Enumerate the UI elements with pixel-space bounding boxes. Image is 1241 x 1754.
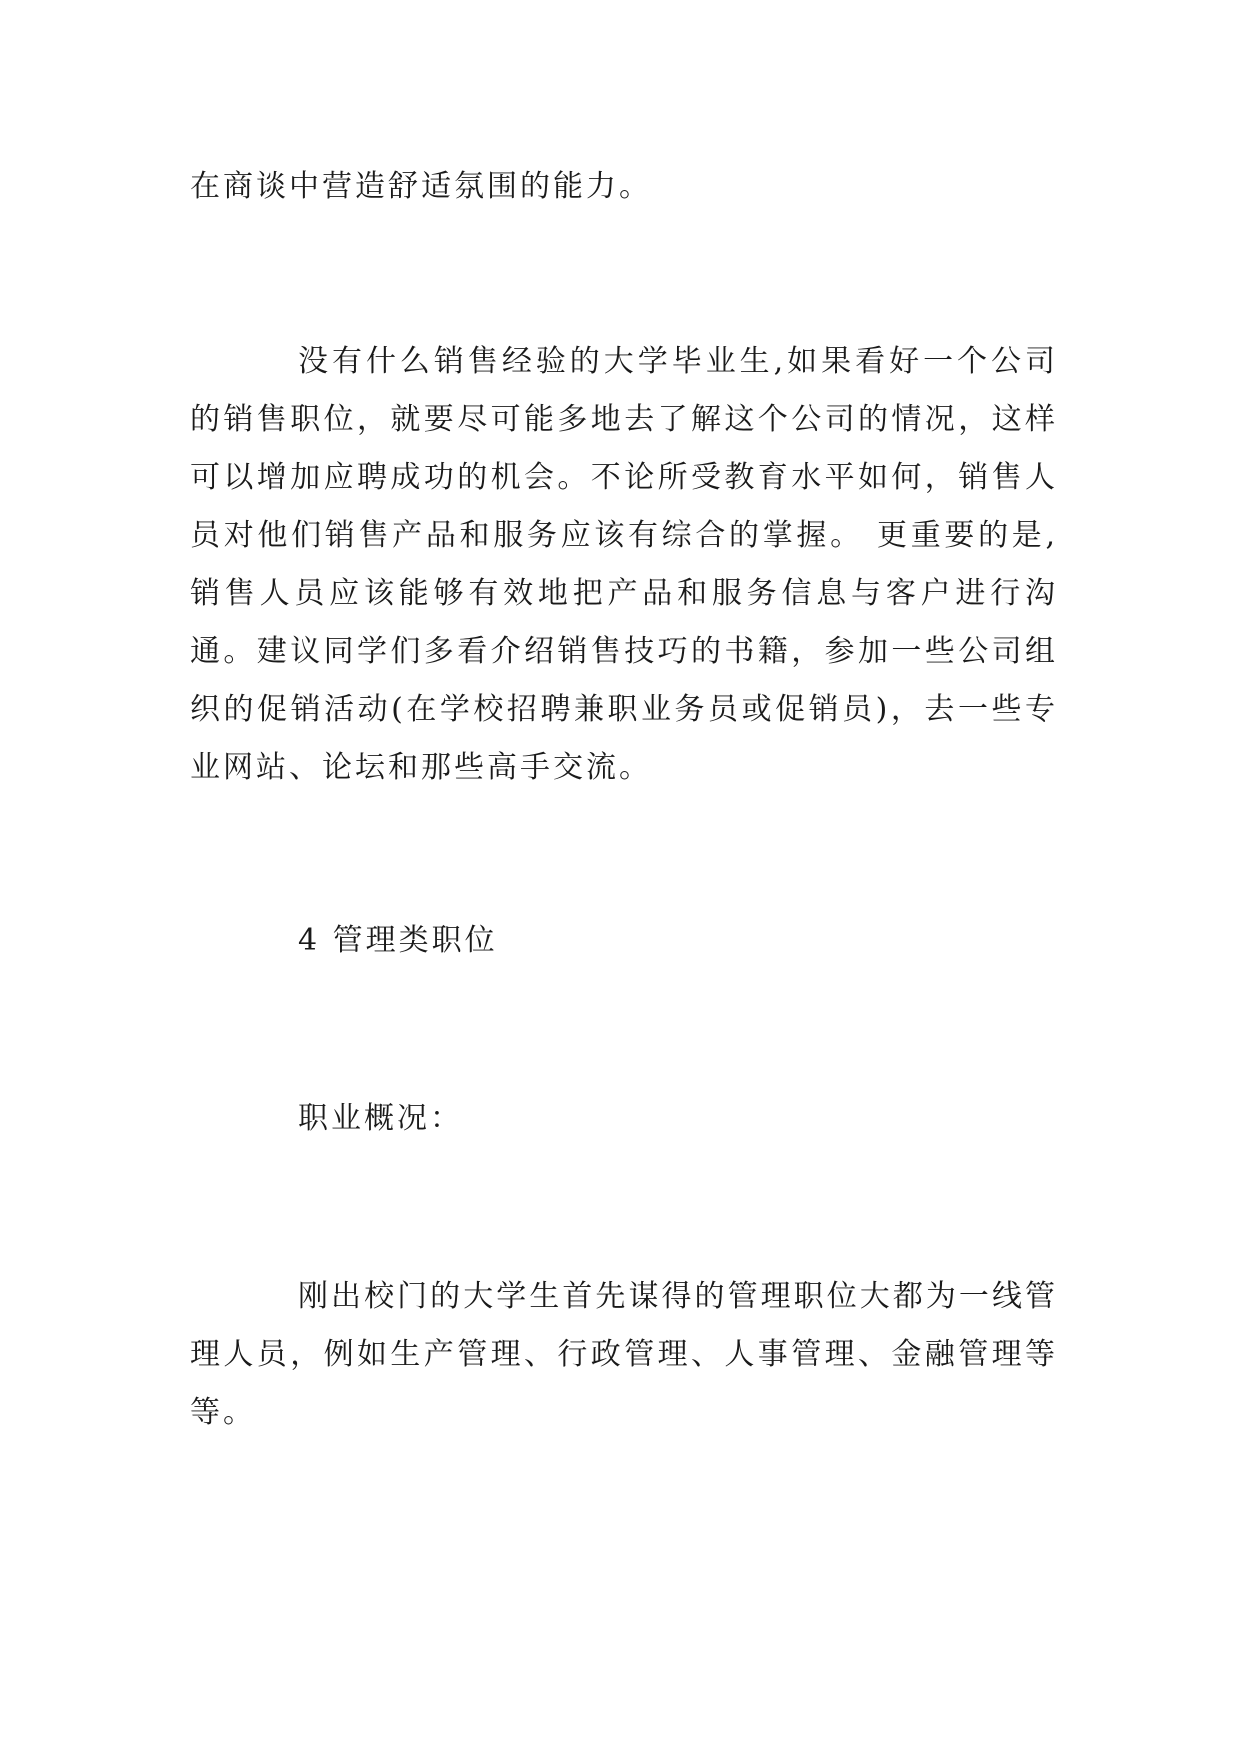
paragraph-continuation: 在商谈中营造舒适氛围的能力。: [190, 169, 652, 204]
paragraph-sales-advice: 没有什么销售经验的大学毕业生,如果看好一个公司的销售职位，就要尽可能多地去了解这个公司的情况，这样可以增加应聘成功的机会。不论所受教育水平如何，销售人员对他们销售产品和服务应该有综合的掌握。 更重要的是,销售人员应该能够有效地把产品和服务信息与客户进行沟通。建议同学们多看介绍销售技巧的书籍，参加一些公司组织的促销活动(在学校招聘兼职业务员或促销员)，去一些专业网站、论坛和那些高手交流。: [190, 344, 1058, 785]
subheading-career-overview: 职业概况：: [298, 1101, 463, 1136]
paragraph-management-overview: 刚出校门的大学生首先谋得的管理职位大都为一线管理人员，例如生产管理、行政管理、人事管理、金融管理等等。: [190, 1279, 1058, 1430]
section-heading-management-positions: 4 管理类职位: [298, 923, 498, 958]
